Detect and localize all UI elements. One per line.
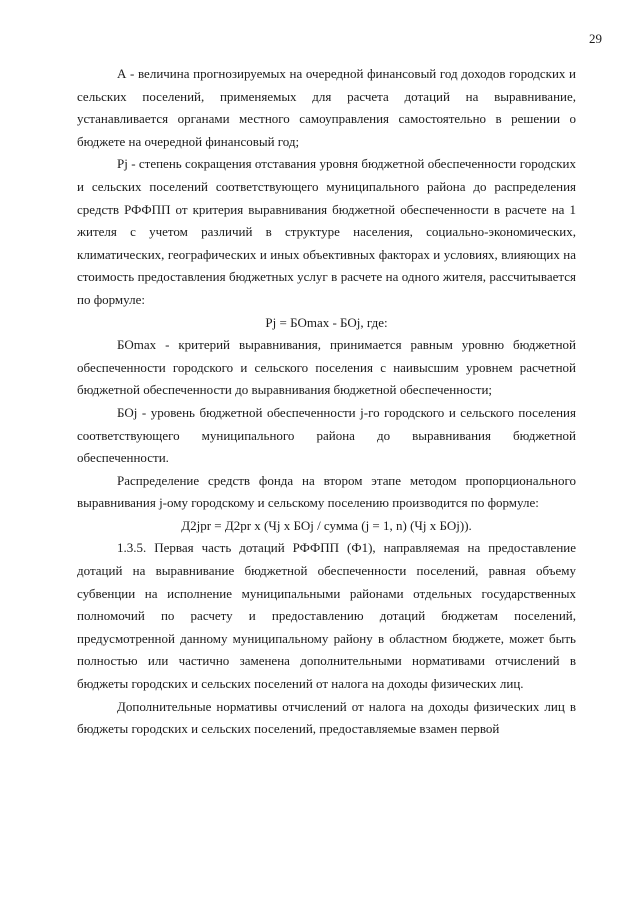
paragraph-boj-definition: БОj - уровень бюджетной обеспеченности j-го городского и сельского поселения соответствующего муниципального района до выравнивания бюджетной обеспеченности. bbox=[77, 404, 576, 466]
paragraph-second-stage: Распределение средств фонда на втором этапе методом пропорционального выравнивания j-ому городскому и сельскому поселению производится по формуле: bbox=[77, 472, 576, 511]
paragraph-bomax-definition: БОmax - критерий выравнивания, принимается равным уровню бюджетной обеспеченности городского и сельского поселения с наивысшим уровнем расчетной бюджетной обеспеченности до выравнивания бюджетной обеспеченности; bbox=[77, 337, 576, 398]
paragraph-a-definition: А - величина прогнозируемых на очередной финансовый год доходов городских и сельских поселений, применяемых для расчета дотаций на выравнивание, устанавливается органами местного самоуправления самостоятельно в решении о бюджете на очередной финансовый год; bbox=[77, 66, 576, 149]
paragraph-pj-definition: Pj - степень сокращения отставания уровня бюджетной обеспеченности городских и сельских поселений соответствующего муниципального района до распределения средств РФФПП от критерия выравнивания бюджетной обеспеченности в расчете на 1 жителя с учетом различий в структуре населения, социально-экономических, климатических, географических и иных объективных факторах и условиях, влияющих на стоимость предоставления бюджетных услуг в расчете на одного жителя, рассчитывается по формуле: bbox=[77, 156, 576, 307]
page-number: 29 bbox=[589, 31, 602, 46]
document-body bbox=[77, 63, 576, 741]
formula-d2jpr: Д2jpr = Д2pr x (Чj x БОj / сумма (j = 1, n) (Чj x БОj)). bbox=[181, 517, 472, 533]
formula-pj: Pj = БОmax - БОj, где: bbox=[265, 314, 388, 330]
paragraph-section-1-3-5: 1.3.5. Первая часть дотаций РФФПП (Ф1), направляемая на предоставление дотаций на выравнивание бюджетной обеспеченности поселений, равная объему субвенции на исполнение муниципальными районами отдельных государственных полномочий по расчету и предоставлению дотаций бюджетам поселений, предусмотренной данному муниципальному району в областном бюджете, может быть полностью или частично заменена дополнительными нормативами отчислений в бюджеты городских и сельских поселений от налога на доходы физических лиц. bbox=[77, 540, 576, 692]
paragraph-additional-norms: Дополнительные нормативы отчислений от налога на доходы физических лиц в бюджеты городских и сельских поселений, предоставляемые взамен первой bbox=[77, 698, 576, 737]
